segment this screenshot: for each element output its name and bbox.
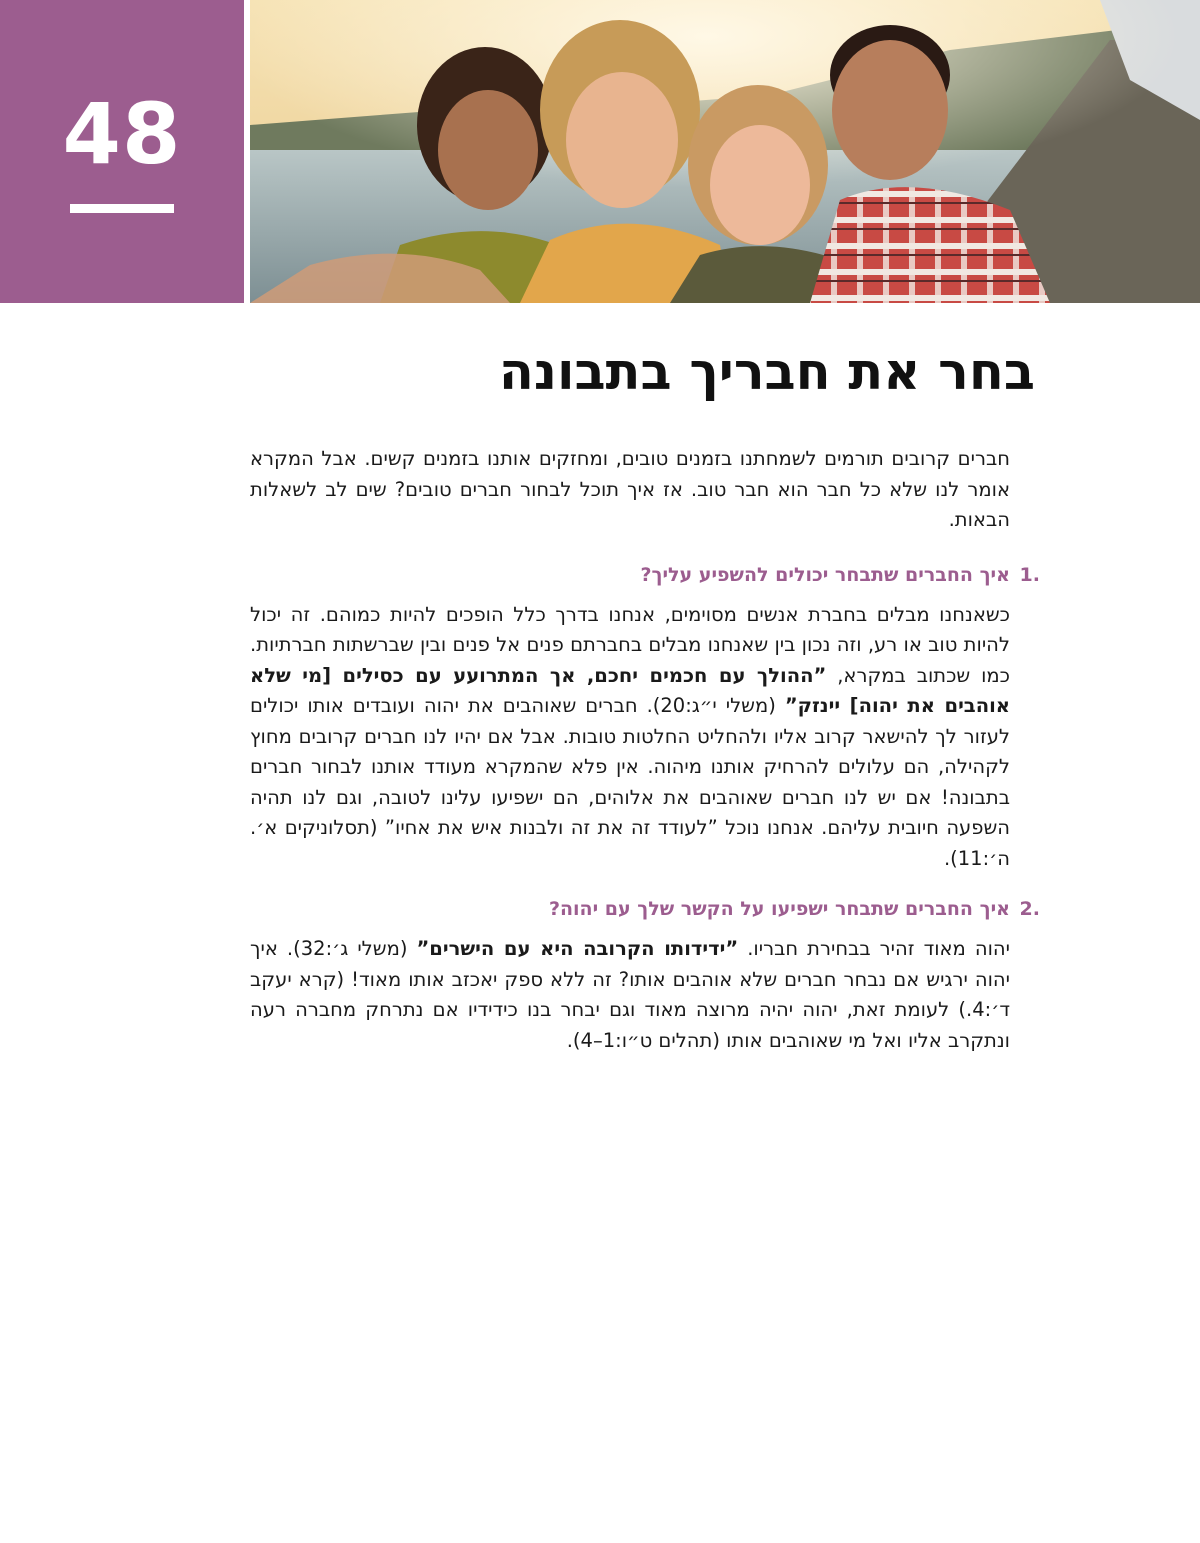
section-1-paragraph (250, 600, 1010, 875)
question-1-number: 1. (1019, 563, 1040, 586)
question-1-text: איך החברים שתבחר יכולים להשפיע עליך? (640, 563, 1010, 586)
question-2-heading (250, 894, 1040, 924)
question-1-heading (250, 560, 1040, 590)
page-title: בחר את חבריך בתבונה (498, 343, 1035, 402)
question-2-number: 2. (1019, 898, 1040, 920)
section-2-text-a: יהוה מאוד זהיר בבחירת חבריו. (738, 937, 1011, 960)
section-2-paragraph (250, 934, 1010, 1056)
group-selfie-photo (250, 0, 1200, 303)
section-1-text-a: כשאנחנו מבלים בחברת אנשים מסוימים, אנחנו בדרך כלל הופכים להיות כמוהם. זה יכול להיות טוב או רע, וזה נכון בין שאנחנו מבלים בחברתם פנים אל פנים ובין שברשתות חברתיות. כמו שכתוב במקרא, (250, 602, 1010, 687)
intro-paragraph: חברים קרובים תורמים לשמחתנו בזמנים טובים, ומחזקים אותנו בזמנים קשים. אבל המקרא אומר לנו שלא כל חבר הוא חבר טוב. אז איך תוכל לבחור חברים טובים? שים לב לשאלות הבאות. (250, 447, 1010, 531)
lesson-number-underline (70, 204, 174, 213)
section-2-text-b: (משלי ג׳:32). איך יהוה ירגיש אם נבחר חברים שלא אוהבים אותו? זה ללא ספק יאכזב אותו מאוד! (קרא יעקב ד׳:4.) לעומת זאת, יהוה יהיה מרוצה מאוד וגם יבחר בנו כידידיו אם נתרחק מחברה רעה ונתקרב אליו ואל מי שאוהבים אותו (תהלים ט״ו:1–4). (250, 937, 1010, 1052)
question-2-text: איך החברים שתבחר ישפיעו על הקשר שלך עם יהוה? (548, 898, 1010, 920)
lesson-number: 48 (62, 85, 182, 183)
section-1-quote: ”ההולך עם חכמים יחכם, אך המתרועע עם כסילים [מי שלא אוהבים את יהוה] יינזק” (250, 663, 1010, 717)
section-2-quote: ”ידידותו הקרובה היא עם הישרים” (416, 937, 739, 960)
lesson-content (250, 444, 1040, 1056)
section-1-text-b: (משלי י״ג:20). חברים שאוהבים את יהוה ועובדים אותו יכולים לעזור לך להישאר קרוב אליו ולהחליט החלטות טובות. אבל אם יהיו לנו חברים קרובים מחוץ לקהילה, הם עלולים להרחיק אותנו מיהוה. אין פלא שהמקרא מעודד אותנו לבחור חברים בתבונה! אם יש לנו חברים שאוהבים את אלוהים, הם ישפיעו עלינו לטובה, וגם לנו תהיה השפעה חיובית עליהם. אנחנו נוכל ”לעודד זה את זה ולבנות איש את אחיו” (תסלוניקים א׳. ה׳:11). (250, 694, 1010, 870)
lesson-number-box (0, 0, 244, 303)
